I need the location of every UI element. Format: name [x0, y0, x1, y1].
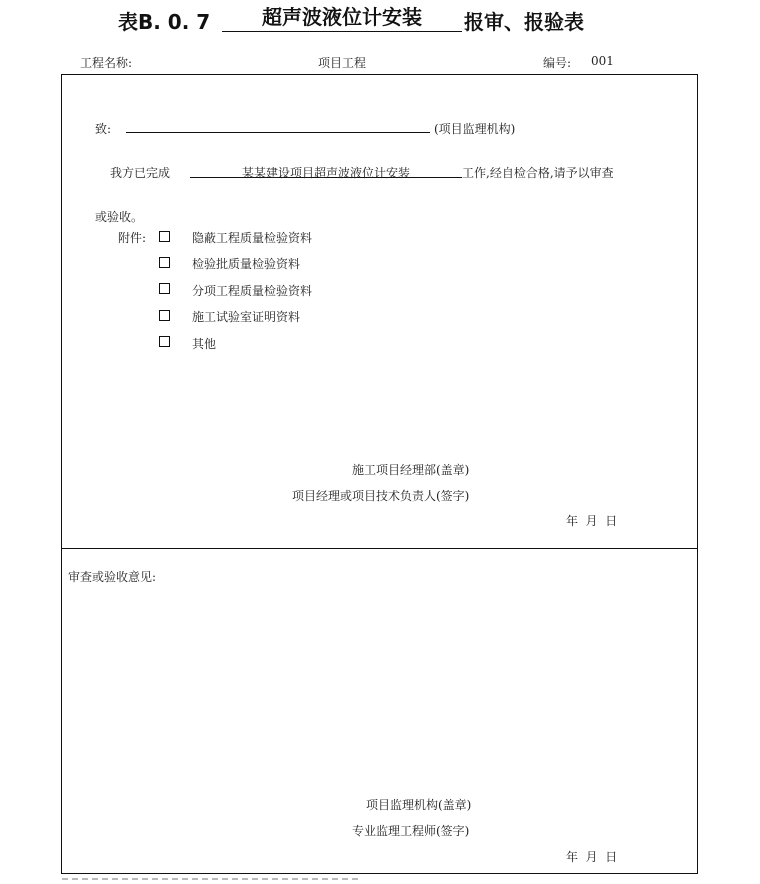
title-prefix: 表B. 0. 7 — [118, 10, 211, 34]
completed-tail: 或验收。 — [95, 210, 144, 224]
completed-suffix: 工作,经自检合格,请予以审查 — [462, 166, 614, 180]
to-recipient-line — [126, 132, 430, 133]
number-label: 编号: — [543, 56, 572, 70]
title-subject: 超声波液位计安装 — [222, 4, 462, 32]
attachment-label-5: 其他 — [192, 337, 217, 351]
title-suffix: 报审、报验表 — [464, 10, 584, 34]
attachment-checkbox-5[interactable] — [159, 336, 170, 347]
sign-date-1: 年 月 日 — [566, 514, 618, 528]
project-name-label: 工程名称: — [80, 56, 133, 70]
sign-person: 项目经理或项目技术负责人(签字) — [292, 489, 470, 503]
attachment-checkbox-2[interactable] — [159, 257, 170, 268]
footer-note-cutoff — [62, 878, 362, 880]
attachment-label-1: 隐蔽工程质量检验资料 — [192, 231, 313, 245]
sign-date-2: 年 月 日 — [566, 850, 618, 864]
sign-department: 施工项目经理部(盖章) — [352, 463, 470, 477]
completed-prefix: 我方已完成 — [110, 166, 171, 180]
sign-engineer: 专业监理工程师(签字) — [352, 824, 470, 838]
project-name-value: 项目工程 — [318, 56, 367, 70]
form-title — [0, 4, 760, 36]
completed-work-line — [190, 162, 462, 178]
attachment-label-4: 施工试验室证明资料 — [192, 310, 301, 324]
attachments-label: 附件: — [118, 231, 147, 245]
attachment-checkbox-4[interactable] — [159, 310, 170, 321]
to-label: 致: — [95, 122, 112, 136]
number-value: 001 — [591, 54, 614, 68]
sign-supervision-org: 项目监理机构(盖章) — [366, 798, 472, 812]
attachment-label-2: 检验批质量检验资料 — [192, 257, 301, 271]
attachment-checkbox-3[interactable] — [159, 283, 170, 294]
completed-work: 某某建设项目超声波液位计安装 — [241, 166, 410, 180]
to-suffix: (项目监理机构) — [434, 122, 516, 136]
attachment-checkbox-1[interactable] — [159, 231, 170, 242]
attachment-label-3: 分项工程质量检验资料 — [192, 284, 313, 298]
review-opinion-label: 审查或验收意见: — [68, 570, 157, 584]
